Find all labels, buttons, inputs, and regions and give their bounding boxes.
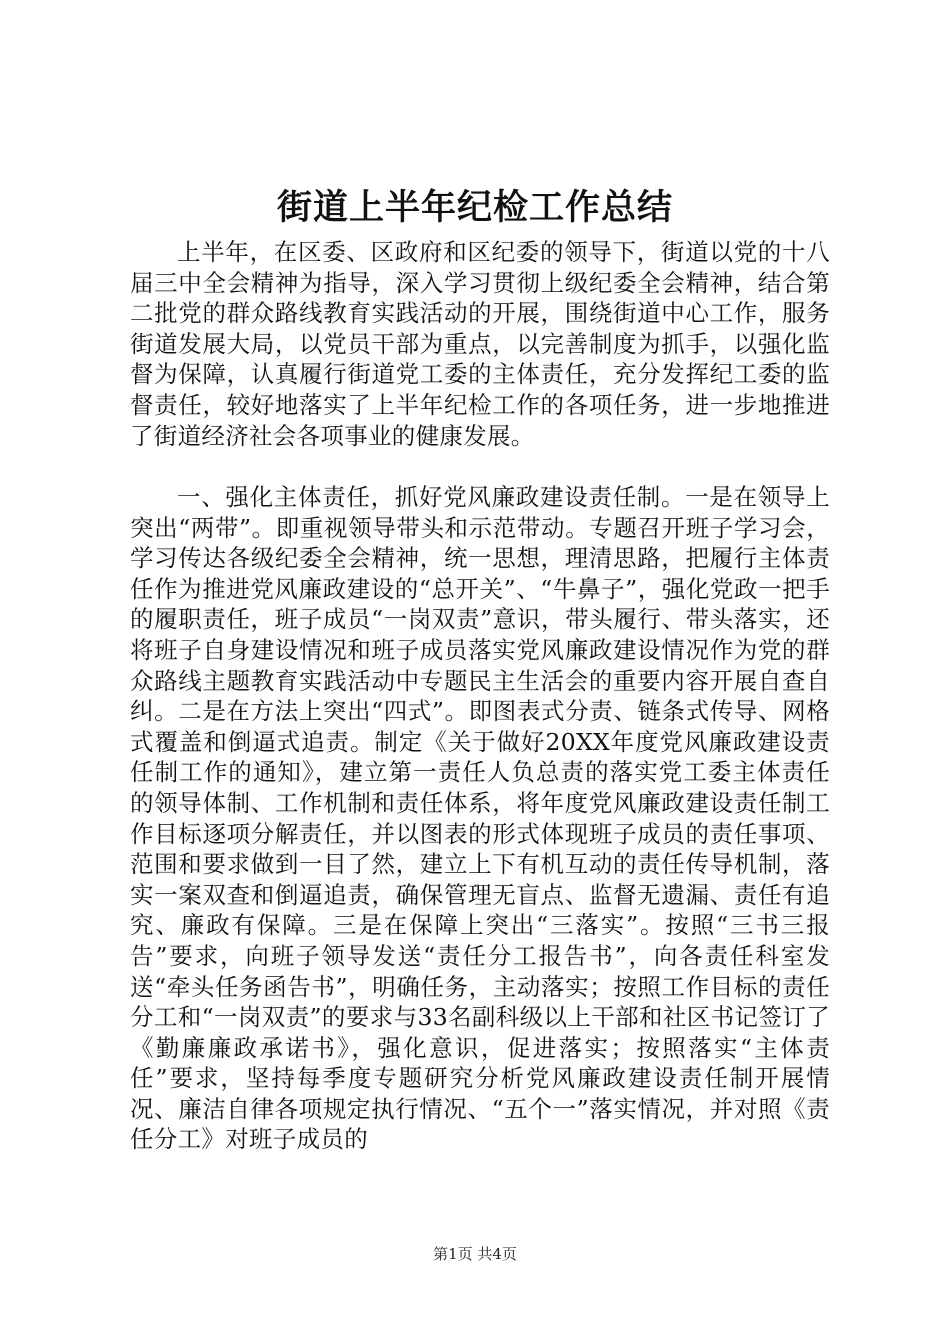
page-number-footer: 第1页 共4页 [433,1245,517,1263]
document-title: 街道上半年纪检工作总结 [276,187,673,228]
paragraph-section-one: 一、强化主体责任，抓好党风廉政建设责任制。一是在领导上突出“两带”。即重视领导带头和示范带动。专题召开班子学习会，学习传达各级纪委全会精神，统一思想，理清思路，把履行主体责任作为推进党风廉政建设的“总开关”、“牛鼻子”，强化党政一把手的履职责任，班子成员“一岗双责”意识，带头履行、带头落实，还将班子自身建设情况和班子成员落实党风廉政建设情况作为党的群众路线主题教育实践活动中专题民主生活会的重要内容开展自查自纠。二是在方法上突出“四式”。即图表式分责、链条式传导、网格式覆盖和倒逼式追责。制定《关于做好20XX年度党风廉政建设责任制工作的通知》，建立第一责任人负总责的落实党工委主体责任的领导体制、工作机制和责任体系，将年度党风廉政建设责任制工作目标逐项分解责任，并以图表的形式体现班子成员的责任事项、范围和要求做到一目了然，建立上下有机互动的责任传导机制，落实一案双查和倒逼追责，确保管理无盲点、监督无遗漏、责任有追究、廉政有保障。三是在保障上突出“三落实”。按照“三书三报告”要求，向班子领导发送“责任分工报告书”，向各责任科室发送“牵头任务函告书”，明确任务，主动落实；按照工作目标的责任分工和“一岗双责”的要求与33名副科级以上干部和社区书记签订了《勤廉廉政承诺书》，强化意识，促进落实；按照落实“主体责任”要求，坚持每季度专题研究分析党风廉政建设责任制开展情况、廉洁自律各项规定执行情况、“五个一”落实情况，并对照《责任分工》对班子成员的 [130,483,830,1154]
paragraph-intro: 上半年，在区委、区政府和区纪委的领导下，街道以党的十八届三中全会精神为指导，深入学习贯彻上级纪委全会精神，结合第二批党的群众路线教育实践活动的开展，围绕街道中心工作，服务街道发展大局，以党员干部为重点，以完善制度为抓手，以强化监督为保障，认真履行街道党工委的主体责任，充分发挥纪工委的监督责任，较好地落实了上半年纪检工作的各项任务，进一步地推进了街道经济社会各项事业的健康发展。 [130,238,830,450]
